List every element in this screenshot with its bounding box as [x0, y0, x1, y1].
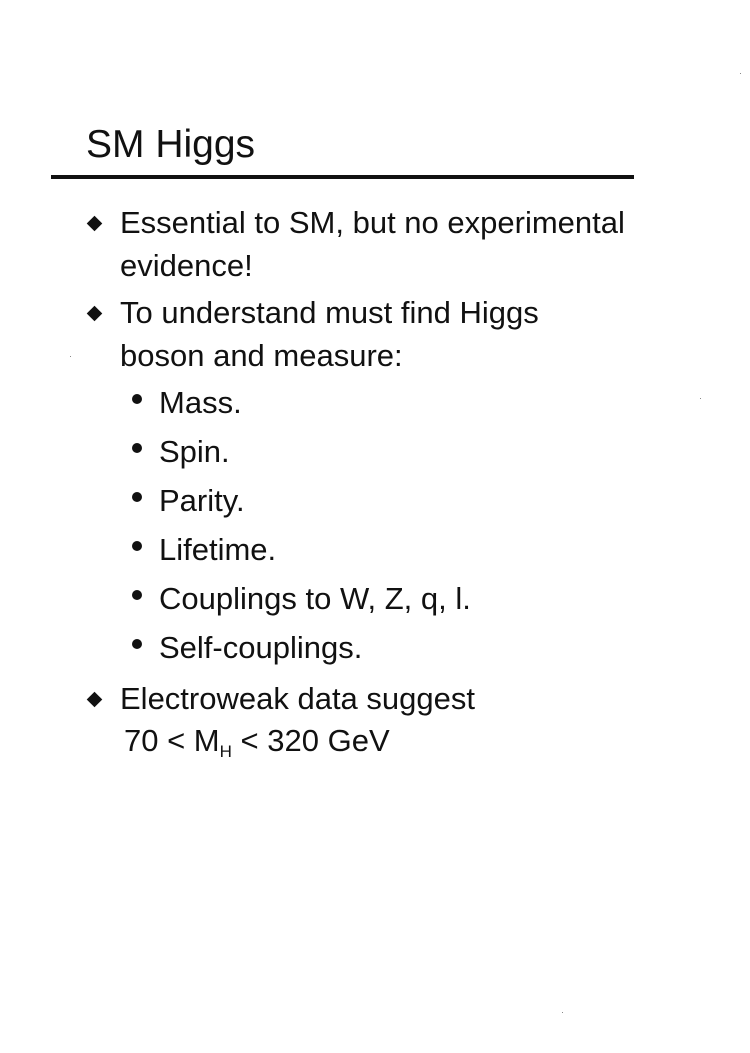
- formula-right: < 320 GeV: [231, 723, 390, 758]
- round-bullet-icon: [132, 639, 142, 649]
- sub-item-parity: Parity.: [159, 483, 245, 518]
- bullet-electroweak-line1: Electroweak data suggest: [120, 681, 475, 716]
- bullet-understand: [120, 291, 539, 377]
- scan-speck: [700, 398, 701, 399]
- diamond-bullet-icon: [87, 692, 103, 708]
- sub-item-mass: Mass.: [159, 385, 242, 420]
- diamond-bullet-icon: [87, 216, 103, 232]
- sub-item-spin: Spin.: [159, 434, 230, 469]
- sub-item-lifetime: Lifetime.: [159, 532, 277, 567]
- bullet-essential: [120, 201, 625, 287]
- scan-speck: [740, 73, 741, 74]
- diamond-bullet-icon: [87, 306, 103, 322]
- formula-left: 70 < M: [124, 723, 220, 758]
- round-bullet-icon: [132, 590, 142, 600]
- sub-item-self-couplings: Self-couplings.: [159, 630, 363, 665]
- scan-speck: [562, 1012, 563, 1013]
- bullet-electroweak: [120, 677, 475, 720]
- round-bullet-icon: [132, 443, 142, 453]
- bullet-understand-line1: To understand must find Higgs: [120, 295, 539, 330]
- round-bullet-icon: [132, 541, 142, 551]
- title-underline: [51, 175, 634, 179]
- sub-item-couplings: Couplings to W, Z, q, l.: [159, 581, 471, 616]
- bullet-essential-line1: Essential to SM, but no experimental: [120, 205, 625, 240]
- bullet-essential-line2: evidence!: [120, 248, 253, 283]
- slide-title: SM Higgs: [86, 123, 256, 166]
- round-bullet-icon: [132, 394, 142, 404]
- bullet-understand-line2: boson and measure:: [120, 338, 403, 373]
- formula-subscript: H: [219, 742, 232, 761]
- scan-speck: [70, 356, 71, 357]
- round-bullet-icon: [132, 492, 142, 502]
- higgs-mass-range: [124, 719, 390, 762]
